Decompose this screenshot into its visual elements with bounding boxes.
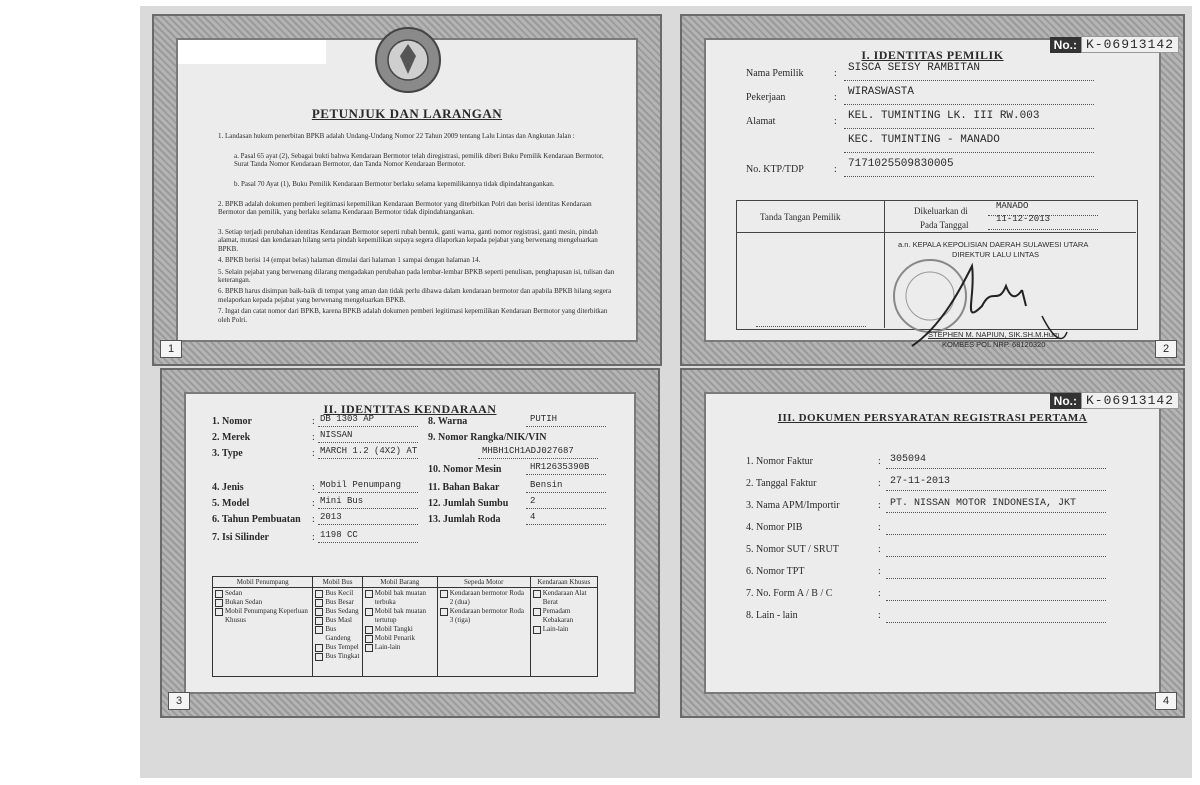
vehicle-field-label: 7. Isi Silinder xyxy=(212,532,269,543)
vehicle-field-colon: : xyxy=(312,448,315,459)
panel-instructions xyxy=(152,14,662,366)
issued-at-label: Dikeluarkan di xyxy=(914,206,968,216)
owner-field-colon: : xyxy=(834,116,837,127)
vehicle-field-value: PUTIH xyxy=(530,414,558,424)
owner-title: I. IDENTITAS PEMILIK xyxy=(861,48,1004,62)
registration-field-label: 3. Nama APM/Importir xyxy=(746,500,840,511)
registration-field-colon: : xyxy=(878,544,881,555)
issued-at-value: MANADO xyxy=(996,201,1029,211)
panel-vehicle-inner xyxy=(184,392,636,694)
registration-field-value: 305094 xyxy=(890,454,927,465)
registration-field-label: 7. No. Form A / B / C xyxy=(746,588,833,599)
vehicle-field-dots xyxy=(478,458,598,459)
owner-field-dots xyxy=(844,152,1094,153)
checkbox-icon xyxy=(315,626,323,634)
checkbox-icon xyxy=(365,590,373,598)
checkbox-option xyxy=(365,643,435,652)
registration-field-dots xyxy=(886,534,1106,535)
vehicle-field-value: 2013 xyxy=(320,512,342,522)
panel-registration-documents xyxy=(680,368,1185,718)
owner-field-value: KEC. TUMINTING - MANADO xyxy=(848,134,1000,146)
checkbox-label: Lain-lain xyxy=(374,643,401,651)
vehicle-field-colon: : xyxy=(312,498,315,509)
instructions-title: PETUNJUK DAN LARANGAN xyxy=(311,106,503,121)
table-cell xyxy=(313,588,362,677)
checkbox-icon xyxy=(315,644,323,652)
checkbox-icon xyxy=(365,635,373,643)
vehicle-field-colon: : xyxy=(312,482,315,493)
registration-field-label: 5. Nomor SUT / SRUT xyxy=(746,544,839,555)
registration-field-dots xyxy=(886,600,1106,601)
table-header-cell: Kendaraan Khusus xyxy=(530,577,597,588)
panel-vehicle-identity xyxy=(160,368,660,718)
owner-field-colon: : xyxy=(834,164,837,175)
rule-item: 3. Setiap terjadi perubahan identitas Kendaraan Bermotor seperti rubah bentuk, ganti warna, ganti nomor registrasi, ganti mesin, pindah alamat, mutasi dan kendaraan hilang serta pindah kepemilikan supaya segera dilaporkan kepada pejabat yang berwenang mengeluarkan BPKB. xyxy=(218,228,598,253)
owner-field-value: KEL. TUMINTING LK. III RW.003 xyxy=(848,110,1040,122)
document-number-value: K-06913142 xyxy=(1081,36,1179,53)
checkbox-label: Mobil bak muatan terbuka xyxy=(374,589,427,606)
checkbox-option xyxy=(365,607,435,625)
registration-title: III. DOKUMEN PERSYARATAN REGISTRASI PERTAMA xyxy=(777,412,1088,424)
registration-field-dots xyxy=(886,578,1106,579)
owner-field-label: No. KTP/TDP xyxy=(746,164,804,175)
panel-registration-inner xyxy=(704,392,1161,694)
registration-field-label: 8. Lain - lain xyxy=(746,610,798,621)
panel-owner-identity xyxy=(680,14,1185,366)
checkbox-icon xyxy=(315,617,323,625)
page-number: 3 xyxy=(168,692,190,710)
vehicle-field-label: 11. Bahan Bakar xyxy=(428,482,500,493)
checkbox-label: Mobil bak muatan tertutup xyxy=(374,607,427,624)
checkbox-icon xyxy=(215,608,223,616)
checkbox-label: Pemadam Kebakaran xyxy=(542,607,574,624)
vehicle-field-dots xyxy=(526,492,606,493)
registration-field-colon: : xyxy=(878,522,881,533)
checkbox-option xyxy=(365,589,435,607)
owner-field-dots xyxy=(844,80,1094,81)
checkbox-label: Mobil Penarik xyxy=(374,634,415,642)
vehicle-field-dots xyxy=(318,442,418,443)
document-number xyxy=(1050,392,1179,409)
checkbox-icon xyxy=(440,608,448,616)
checkbox-option xyxy=(365,625,435,634)
vehicle-field-dots xyxy=(526,426,606,427)
registration-field-colon: : xyxy=(878,588,881,599)
rule-item: 5. Selain pejabat yang berwenang dilarang mengadakan perubahan pada lembar-lembar BPKB seperti penulisan, penghapusan isi, tulisan dan keterangan. xyxy=(218,267,615,284)
registration-field-colon: : xyxy=(878,478,881,489)
table-cell xyxy=(362,588,437,677)
vehicle-field-value: Bensin xyxy=(530,480,563,490)
vehicle-field-dots xyxy=(318,426,418,427)
vehicle-field-label: 9. Nomor Rangka/NIK/VIN xyxy=(428,432,547,443)
vehicle-field-label: 1. Nomor xyxy=(212,416,252,427)
checkbox-option xyxy=(315,625,359,643)
checkbox-icon xyxy=(315,599,323,607)
rule-item: a. Pasal 65 ayat (2), Sebagai bukti bahwa Kendaraan Bermotor telah diregistrasi, pemilik diberi Buku Pemilik Kendaraan Bermotor, Surat Tanda Nomor Kendaraan Bermotor, dan Tanda Nomor Kendaraan Bermotor. xyxy=(234,151,604,169)
table-header-row xyxy=(213,577,598,588)
vehicle-title: II. IDENTITAS KENDARAAN xyxy=(323,402,497,416)
checkbox-icon xyxy=(365,644,373,652)
bpkb-document-sheet xyxy=(140,6,1192,778)
registration-field-value: PT. NISSAN MOTOR INDONESIA, JKT xyxy=(890,498,1077,509)
registration-field-label: 6. Nomor TPT xyxy=(746,566,805,577)
vehicle-field-dots xyxy=(526,508,606,509)
checkbox-label: Bus Besar xyxy=(325,598,354,606)
vehicle-field-label: 2. Merek xyxy=(212,432,251,443)
checkbox-option xyxy=(215,607,310,625)
date-value: 11-12-2013 xyxy=(996,214,1051,224)
checkbox-option xyxy=(315,598,359,607)
vehicle-field-dots xyxy=(526,524,606,525)
checkbox-icon xyxy=(215,599,223,607)
signature-label: Tanda Tangan Pemilik xyxy=(760,212,841,222)
checkbox-icon xyxy=(365,608,373,616)
checkbox-label: Sedan xyxy=(225,589,243,597)
checkbox-option xyxy=(440,589,528,607)
registration-field-colon: : xyxy=(878,500,881,511)
checkbox-option xyxy=(215,598,310,607)
officer-name: STEPHEN M. NAPIUN, SIK.SH.M.Hum xyxy=(928,330,1060,339)
checkbox-option xyxy=(533,589,595,607)
owner-signature-line xyxy=(756,326,866,327)
checkbox-icon xyxy=(533,590,541,598)
vehicle-field-value: Mobil Penumpang xyxy=(320,480,402,490)
registration-field-label: 4. Nomor PIB xyxy=(746,522,803,533)
owner-field-dots xyxy=(844,128,1094,129)
document-number xyxy=(1050,36,1179,53)
vehicle-field-value: 4 xyxy=(530,512,536,522)
vehicle-category-table xyxy=(212,576,598,677)
table-header-cell: Sepeda Motor xyxy=(437,577,530,588)
checkbox-option xyxy=(215,589,310,598)
registration-field-dots xyxy=(886,468,1106,469)
vehicle-field-dots xyxy=(318,542,418,543)
checkbox-label: Bus Tempel xyxy=(325,643,359,651)
checkbox-label: Bus Kecil xyxy=(325,589,354,597)
vehicle-field-value: MHBH1CH1ADJ027687 xyxy=(482,446,574,456)
date-dots xyxy=(988,229,1098,230)
owner-field-label: Pekerjaan xyxy=(746,92,786,103)
checkbox-option xyxy=(533,625,595,634)
vehicle-field-colon: : xyxy=(312,514,315,525)
table-header-cell: Mobil Barang xyxy=(362,577,437,588)
owner-field-value: 7171025509830005 xyxy=(848,158,954,170)
checkbox-icon xyxy=(440,590,448,598)
vehicle-field-label: 13. Jumlah Roda xyxy=(428,514,501,525)
checkbox-label: Mobil Tangki xyxy=(374,625,413,633)
authority-line1: a.n. KEPALA KEPOLISIAN DAERAH SULAWESI UTARA xyxy=(898,240,1089,249)
authority-line2: DIREKTUR LALU LINTAS xyxy=(952,250,1039,259)
checkbox-option xyxy=(365,634,435,643)
owner-field-dots xyxy=(844,104,1094,105)
checkbox-label: Mobil Penumpang Keperluan Khusus xyxy=(225,607,308,624)
panel-instructions-inner xyxy=(176,38,638,342)
vehicle-field-dots xyxy=(318,458,418,459)
officer-rank: KOMBES POL NRP. 68120320 xyxy=(942,340,1046,349)
owner-field-label: Nama Pemilik xyxy=(746,68,804,79)
checkbox-label: Kendaraan bermotor Roda 2 (dua) xyxy=(449,589,525,606)
checkbox-icon xyxy=(315,590,323,598)
vehicle-field-value: MARCH 1.2 (4X2) AT xyxy=(320,446,418,456)
vehicle-field-colon: : xyxy=(312,432,315,443)
checkbox-label: Lain-lain xyxy=(542,625,569,633)
vehicle-field-label: 3. Type xyxy=(212,448,243,459)
checkbox-option xyxy=(315,652,359,661)
vehicle-field-label: 12. Jumlah Sumbu xyxy=(428,498,509,509)
checkbox-icon xyxy=(365,626,373,634)
table-cell xyxy=(437,588,530,677)
page-number: 4 xyxy=(1155,692,1177,710)
document-number-value: K-06913142 xyxy=(1081,392,1179,409)
document-number-label: No.: xyxy=(1050,393,1081,409)
vehicle-field-dots xyxy=(318,524,418,525)
vehicle-field-dots xyxy=(526,474,606,475)
registration-field-colon: : xyxy=(878,566,881,577)
owner-field-colon: : xyxy=(834,68,837,79)
signature-divider-v xyxy=(884,200,885,328)
vehicle-field-dots xyxy=(318,508,418,509)
owner-field-colon: : xyxy=(834,92,837,103)
checkbox-icon xyxy=(533,608,541,616)
police-emblem-icon xyxy=(368,26,448,96)
rule-item: 1. Landasan hukum penerbitan BPKB adalah Undang-Undang Nomor 22 Tahun 2009 tentang Lalu Lintas dan Angkutan Jalan : xyxy=(218,132,575,140)
registration-field-label: 2. Tanggal Faktur xyxy=(746,478,817,489)
checkbox-label: Bus Masl xyxy=(325,616,352,624)
page-number: 2 xyxy=(1155,340,1177,358)
registration-field-dots xyxy=(886,490,1106,491)
vehicle-field-value: HR12635390B xyxy=(530,462,590,472)
vehicle-field-value: 2 xyxy=(530,496,536,506)
checkbox-label: Kendaraan Alat Berat xyxy=(542,589,587,606)
redaction-patch xyxy=(178,40,326,64)
page-number: 1 xyxy=(160,340,182,358)
table-header-cell: Mobil Bus xyxy=(313,577,362,588)
owner-field-value: SISCA SEISY RAMBITAN xyxy=(848,62,981,74)
checkbox-icon xyxy=(315,608,323,616)
checkbox-option xyxy=(533,607,595,625)
checkbox-label: Bukan Sedan xyxy=(225,598,263,606)
vehicle-field-label: 8. Warna xyxy=(428,416,468,427)
checkbox-option xyxy=(315,616,359,625)
rule-item: 4. BPKB berisi 14 (empat belas) halaman dimulai dari halaman 1 sampai dengan halaman 14. xyxy=(218,256,481,265)
checkbox-option xyxy=(315,643,359,652)
registration-field-value: 27-11-2013 xyxy=(890,476,951,487)
vehicle-field-colon: : xyxy=(312,416,315,427)
table-row xyxy=(213,588,598,677)
checkbox-option xyxy=(440,607,528,625)
vehicle-field-label: 6. Tahun Pembuatan xyxy=(212,514,301,525)
table-header-cell: Mobil Penumpang xyxy=(213,577,313,588)
checkbox-option xyxy=(315,607,359,616)
registration-field-dots xyxy=(886,512,1106,513)
vehicle-field-label: 4. Jenis xyxy=(212,482,244,493)
rule-item: 6. BPKB harus disimpan baik-baik di tempat yang aman dan tidak perlu dibawa dalam kendaraan bermotor dan apabila BPKB hilang segera melaporkan kepada pejabat yang berwenang mengeluarkan BPKB. xyxy=(218,287,612,304)
date-label: Pada Tanggal xyxy=(920,220,969,230)
registration-field-dots xyxy=(886,556,1106,557)
checkbox-label: Bus Gandeng xyxy=(325,625,351,642)
vehicle-field-value: Mini Bus xyxy=(320,496,364,506)
vehicle-field-value: 1198 CC xyxy=(320,530,358,540)
table-cell xyxy=(530,588,597,677)
signature-divider xyxy=(736,232,1136,233)
vehicle-field-label: 10. Nomor Mesin xyxy=(428,464,502,475)
document-number-label: No.: xyxy=(1050,37,1081,53)
registration-field-colon: : xyxy=(878,456,881,467)
checkbox-label: Bus Tingkat xyxy=(325,652,360,660)
panel-owner-inner xyxy=(704,38,1161,349)
vehicle-field-value: DB 1303 AP xyxy=(320,414,375,424)
checkbox-icon xyxy=(533,626,541,634)
checkbox-option xyxy=(315,589,359,598)
vehicle-field-dots xyxy=(318,492,418,493)
checkbox-icon xyxy=(215,590,223,598)
registration-field-colon: : xyxy=(878,610,881,621)
checkbox-label: Kendaraan bermotor Roda 3 (tiga) xyxy=(449,607,525,624)
rule-item: b. Pasal 70 Ayat (1), Buku Pemilik Kendaraan Bermotor berlaku selama kepemilikannya tidak dipindahtangankan. xyxy=(234,180,555,188)
owner-field-label: Alamat xyxy=(746,116,776,127)
rule-item: 2. BPKB adalah dokumen pemberi legitimasi kepemilikan Kendaraan Bermotor yang diterbitkan Polri dan berisi identitas Kendaraan Bermotor dan pemilik, yang berlaku selama Kendaraan Bermotor tidak dipindahtangankan. xyxy=(218,199,592,217)
owner-field-value: WIRASWASTA xyxy=(848,86,915,98)
vehicle-field-colon: : xyxy=(312,532,315,543)
registration-field-dots xyxy=(886,622,1106,623)
table-cell xyxy=(213,588,313,677)
checkbox-label: Bus Sedang xyxy=(325,607,359,615)
owner-field-dots xyxy=(844,176,1094,177)
registration-field-label: 1. Nomor Faktur xyxy=(746,456,813,467)
checkbox-icon xyxy=(315,653,323,661)
vehicle-field-label: 5. Model xyxy=(212,498,250,509)
rule-item: 7. Ingat dan catat nomor dari BPKB, karena BPKB adalah dokumen pemberi legitimasi kepemilikan Kendaraan Bermotor yang diterbitkan oleh Polri. xyxy=(218,307,608,324)
vehicle-field-value: NISSAN xyxy=(320,430,353,440)
